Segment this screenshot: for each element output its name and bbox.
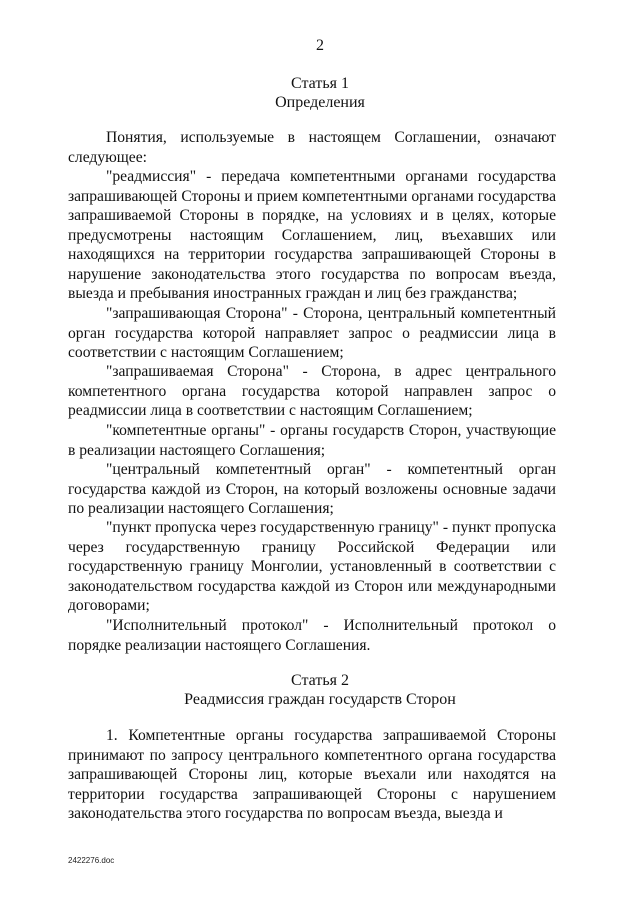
article-2-title: Статья 2	[291, 672, 349, 689]
article-1-paragraph: "запрашивающая Сторона" - Сторона, центральный компетентный орган государства которой направляет запрос о реадмиссии лица в соответствии с настоящим Соглашением;	[68, 305, 556, 361]
article-2-paragraph: 1. Компетентные органы государства запрашиваемой Стороны принимают по запросу центрального компетентного органа государства запрашивающей Стороны лиц, которые въехали или находятся на территории государства запрашивающей Стороны с нарушением законодательства этого государства по вопросам въезда, выезда и	[68, 727, 556, 822]
article-1-paragraph: "Исполнительный протокол" - Исполнительный протокол о порядке реализации настоящего Соглашения.	[68, 617, 556, 654]
article-1-paragraph: "пункт пропуска через государственную границу" - пункт пропуска через государственную границу Российской Федерации или государственную границу Монголии, установленный в соответствии с законодательством государства каждой из Сторон или международными договорами;	[68, 519, 556, 614]
article-1-paragraph: "компетентные органы" - органы государств Сторон, участвующие в реализации настоящего Соглашения;	[68, 422, 556, 459]
article-1-paragraph: Понятия, используемые в настоящем Соглашении, означают следующее:	[68, 129, 556, 166]
article-1-title: Статья 1	[291, 75, 349, 92]
article-1-paragraph: "запрашиваемая Сторона" - Сторона, в адрес центрального компетентного органа государства которой направлен запрос о реадмиссии лица в соответствии с настоящим Соглашением;	[68, 363, 556, 419]
document-file-id: 2422276.doc	[68, 856, 115, 865]
article-2-subtitle: Реадмиссия граждан государств Сторон	[184, 691, 456, 708]
page-number: 2	[316, 37, 324, 54]
article-1-paragraph: "центральный компетентный орган" - компетентный орган государства каждой из Сторон, на который возложены основные задачи по реализации настоящего Соглашения;	[68, 461, 556, 517]
article-1-subtitle: Определения	[275, 94, 365, 111]
article-1-paragraph: "реадмиссия" - передача компетентными органами государства запрашивающей Стороны и прием компетентными органами государства запрашиваемой Стороны в порядке, на условиях и в целях, которые предусмотрены настоящим Соглашением, лиц, въехавших или находящихся на территории государства запрашивающей Стороны в нарушение законодательства этого государства по вопросам въезда, выезда и пребывания иностранных граждан и лиц без гражданства;	[68, 168, 556, 302]
